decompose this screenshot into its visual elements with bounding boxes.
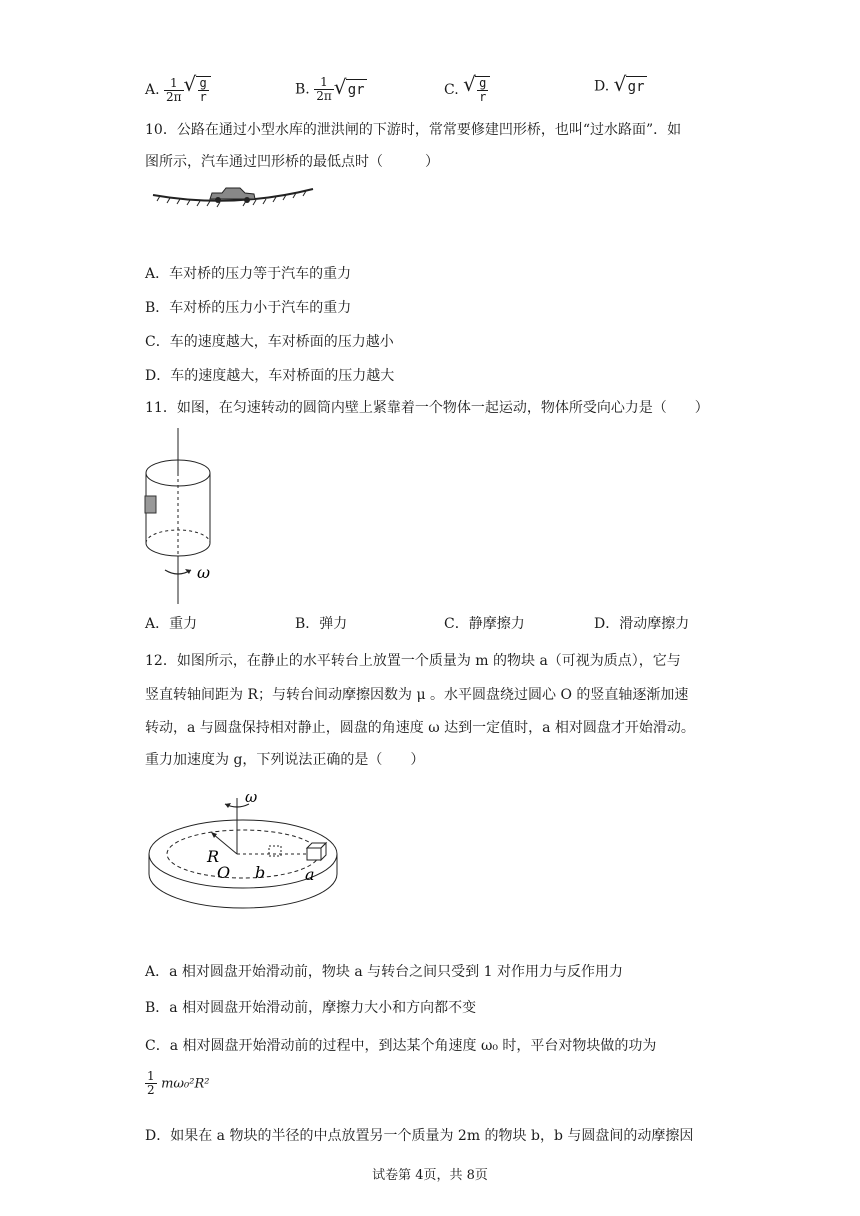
q12-option-c: C．a 相对圆盘开始滑动前的过程中，到达某个角速度 ω₀ 时，平台对物块做的功为: [145, 1038, 657, 1054]
q10-stem-line1: 10．公路在通过小型水库的泄洪闸的下游时，常常要修建凹形桥，也叫“过水路面”．如: [145, 122, 682, 138]
q9-a-coef: $\frac{1}{2\pi}$: [166, 75, 182, 104]
block-b-label: b: [255, 863, 266, 882]
q12-option-d: D．如果在 a 物块的半径的中点放置另一个质量为 2m 的物块 b，b 与圆盘间的动摩擦因: [145, 1128, 694, 1144]
q12-option-b: B．a 相对圆盘开始滑动前，摩擦力大小和方向都不变: [145, 1000, 477, 1016]
omega-label-q12: ω: [245, 788, 258, 806]
q11-stem: 11．如图，在匀速转动的圆筒内壁上紧靠着一个物体一起运动，物体所受向心力是（ ）: [145, 400, 709, 416]
radius-label: R: [207, 847, 220, 866]
q9-option-a-label: A.: [145, 82, 160, 98]
concave-bridge-figure: [148, 185, 318, 215]
turntable-figure: [145, 786, 345, 922]
q9-option-c: [444, 72, 490, 104]
q10-option-d: D．车的速度越大，车对桥面的压力越大: [145, 368, 395, 384]
half-fraction: $\frac{1}{2}$: [147, 1069, 155, 1097]
q10-option-b: B．车对桥的压力小于汽车的重力: [145, 300, 352, 316]
q9-option-b: [295, 76, 367, 103]
q10-option-a: A．车对桥的压力等于汽车的重力: [145, 266, 352, 282]
object-block: [145, 496, 156, 513]
q9-option-b-label: B.: [295, 81, 310, 98]
q12-stem-line4: 重力加速度为 g，下列说法正确的是（ ）: [145, 752, 425, 768]
block-a-label: a: [305, 865, 315, 884]
center-label: O: [217, 863, 231, 882]
work-formula: mω₀²R²: [161, 1076, 210, 1092]
q11-option-c: C．静摩擦力: [444, 616, 525, 632]
q9-b-sqrt: √ gr: [333, 75, 365, 99]
omega-label: ω: [197, 563, 211, 582]
q11-option-d: D．滑动摩擦力: [594, 616, 690, 632]
q9-option-d-label: D.: [594, 78, 610, 95]
rotating-cylinder-figure: [135, 428, 230, 604]
q9-a-sqrt: √ $\frac{g}{r}$: [184, 76, 211, 104]
page-footer: 试卷第 4页，共 8页: [372, 1168, 488, 1183]
q9-option-d: [594, 72, 647, 97]
q11-option-a: A．重力: [145, 616, 198, 632]
q12-stem-line3: 转动，a 与圆盘保持相对静止，圆盘的角速度 ω 达到一定值时，a 相对圆盘才开始滑动。: [145, 720, 695, 736]
block-a: [307, 843, 326, 860]
q9-option-c-label: C.: [444, 82, 459, 98]
q10-stem-line2: 图所示，汽车通过凹形桥的最低点时（ ）: [145, 154, 439, 170]
q12-stem-line2: 竖直转轴间距为 R；与转台间动摩擦因数为 μ 。水平圆盘绕过圆心 O 的竖直轴逐渐加速: [145, 687, 689, 703]
q9-c-sqrt: √ $\frac{g}{r}$: [463, 76, 490, 104]
q11-option-b: B．弹力: [295, 616, 348, 632]
q10-option-c: C．车的速度越大，车对桥面的压力越小: [145, 334, 394, 350]
q9-d-sqrt: √ gr: [613, 72, 645, 96]
q12-stem-line1: 12．如图所示，在静止的水平转台上放置一个质量为 m 的物块 a（可视为质点），它与: [145, 653, 681, 669]
q12-option-c-formula: [145, 1070, 209, 1097]
q12-option-a: A．a 相对圆盘开始滑动前，物块 a 与转台之间只受到 1 对作用力与反作用力: [145, 964, 623, 980]
q9-b-coef: $\frac{1}{2\pi}$: [316, 75, 332, 103]
q9-option-a: [145, 72, 211, 104]
